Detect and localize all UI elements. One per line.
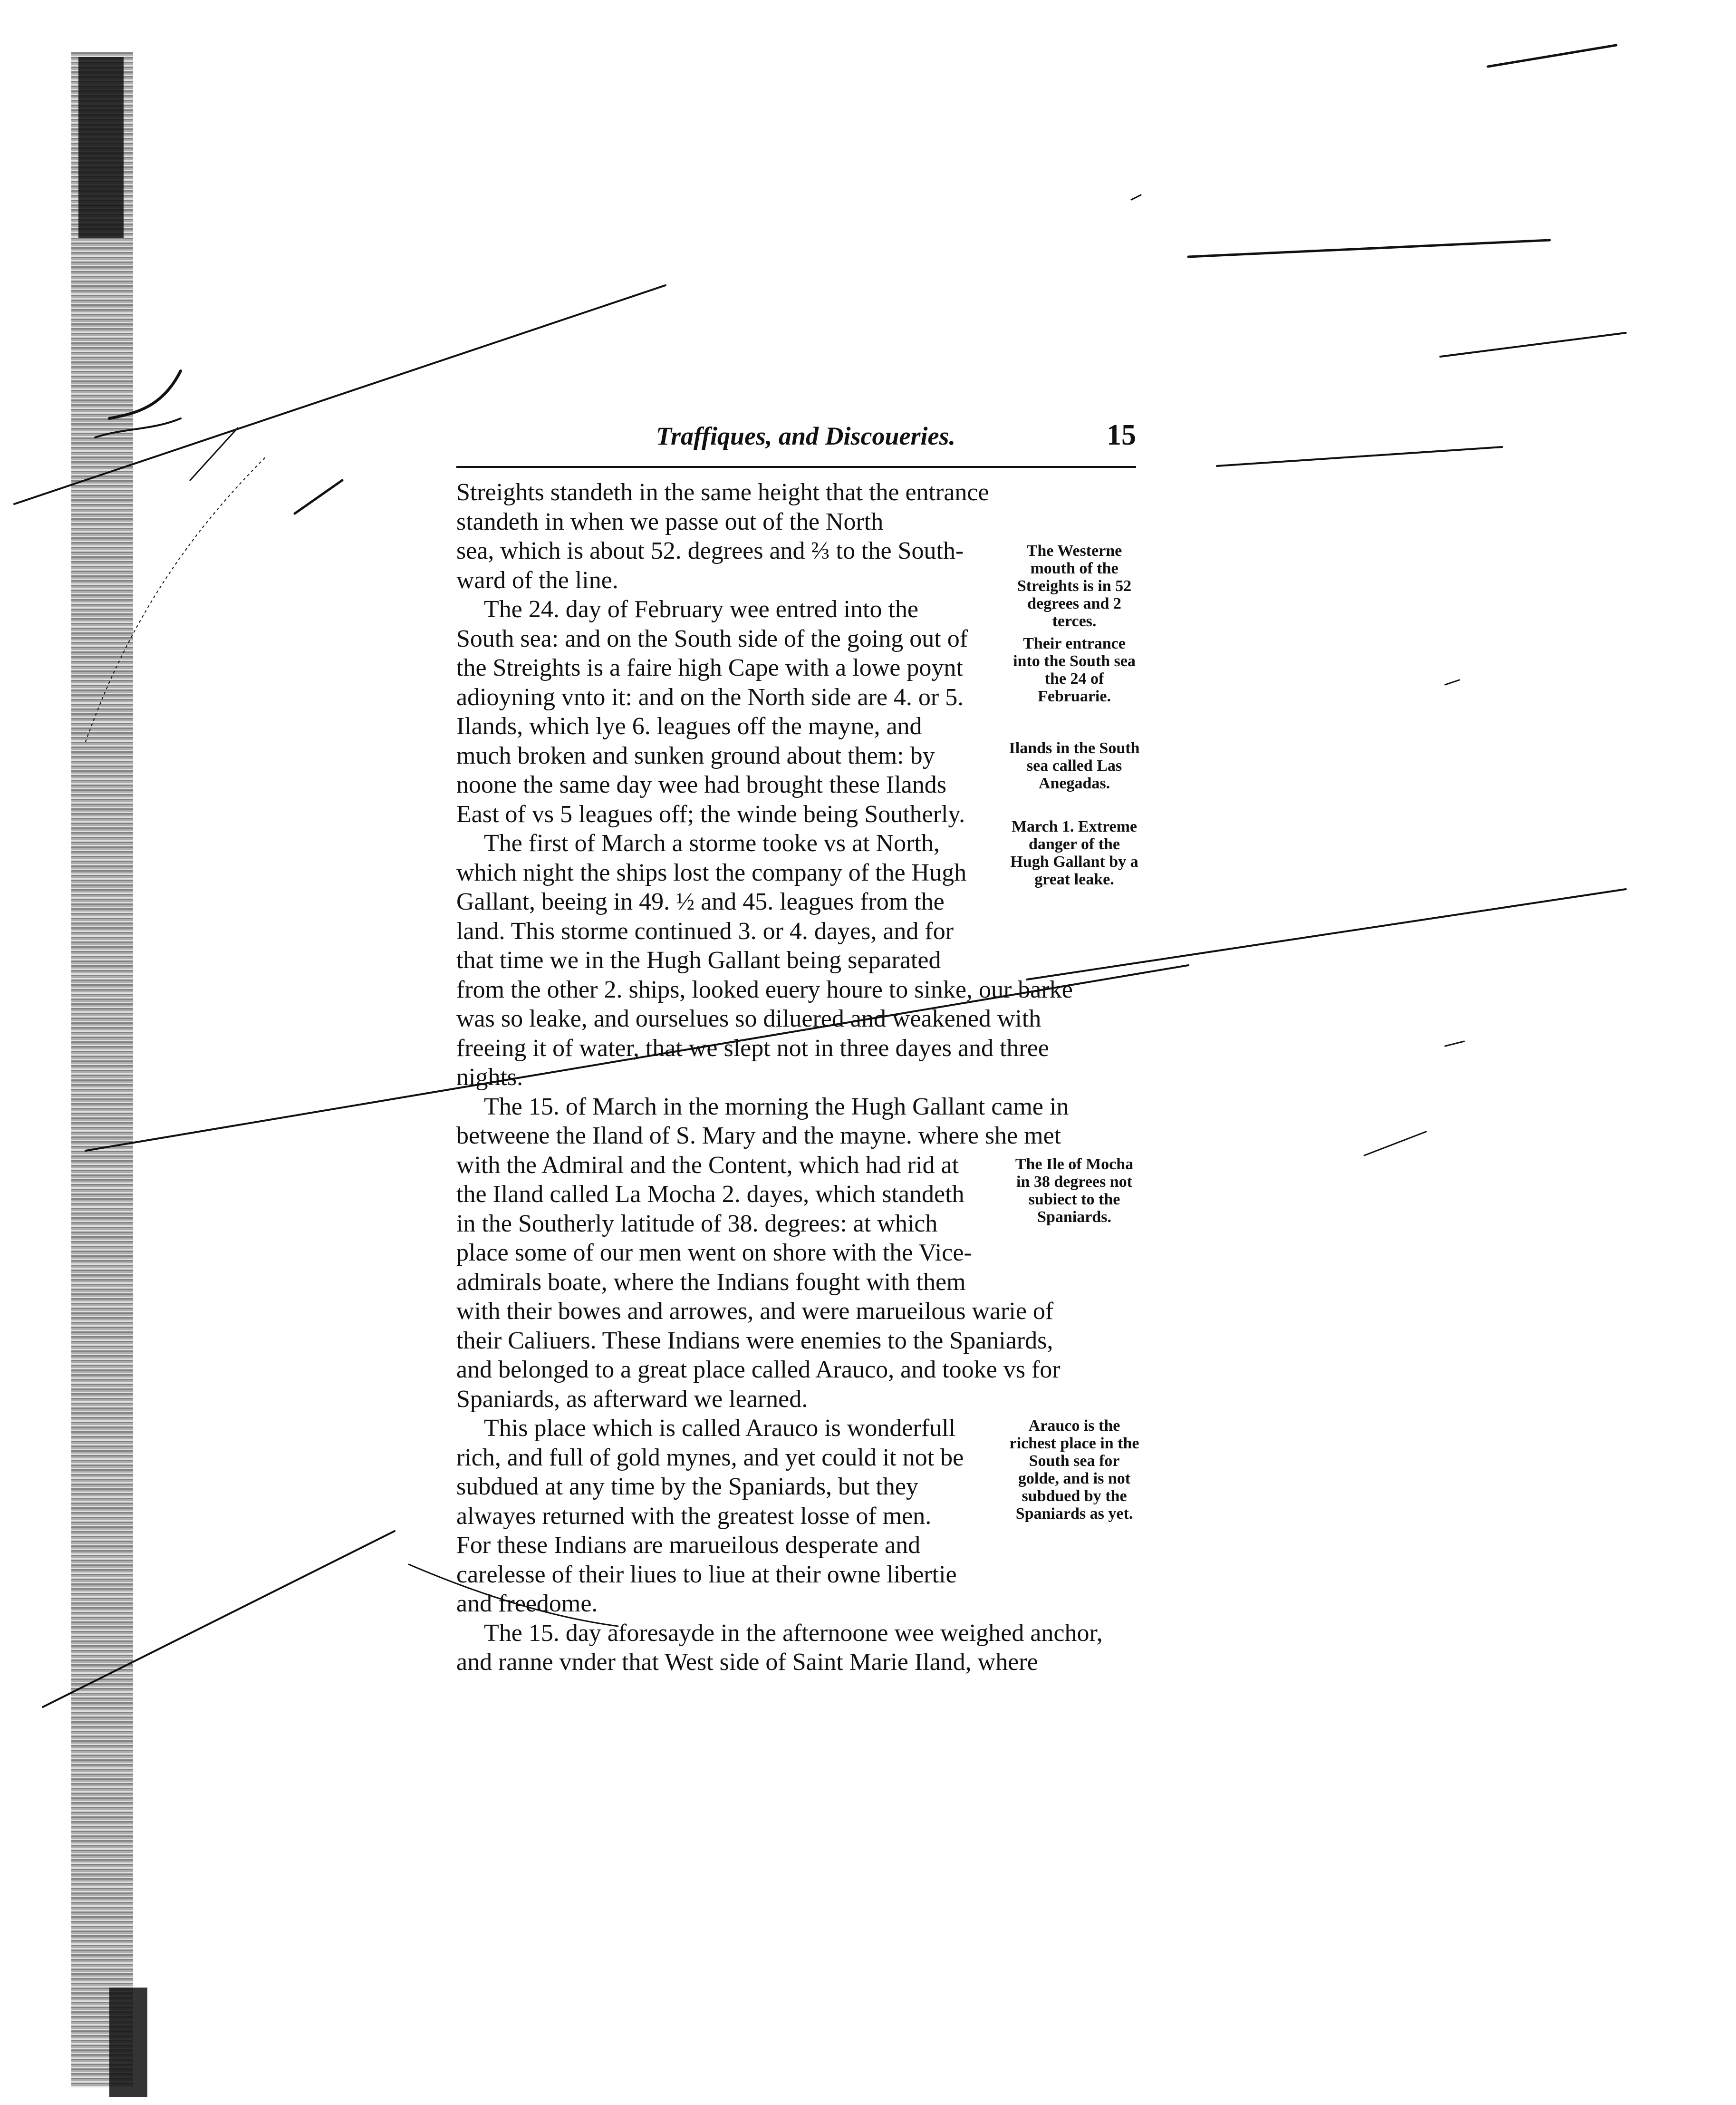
- text-line: betweene the Iland of S. Mary and the mayne. where she met: [456, 1122, 1061, 1149]
- text-line: that time we in the Hugh Gallant being separated: [456, 947, 941, 974]
- margin-note: The Westerne mouth of the Streights is in 52 degrees and 2 terces.: [1017, 542, 1132, 630]
- text-line: admirals boate, where the Indians fought with them: [456, 1268, 966, 1296]
- text-line: place some of our men went on shore with the Vice-: [456, 1239, 972, 1266]
- text-line: sea, which is about 52. degrees and ⅔ to the South-: [456, 537, 964, 564]
- running-head: Traffiques, and Discoueries.: [656, 422, 956, 450]
- text-line: their Caliuers. These Indians were enemies to the Spaniards,: [456, 1327, 1053, 1354]
- paragraph: [456, 1092, 1136, 1414]
- text-line: Streights standeth in the same height that the entrance: [456, 479, 989, 506]
- paragraph: [456, 1619, 1136, 1677]
- text-line: Gallant, beeing in 49. ½ and 45. leagues from the: [456, 888, 945, 915]
- text-line: standeth in when we passe out of the North: [456, 508, 884, 535]
- text-line: in the Southerly latitude of 38. degrees: at which: [456, 1210, 938, 1237]
- text-line: carelesse of their liues to liue at their owne libertie: [456, 1561, 957, 1588]
- text-line: from the other 2. ships, looked euery houre to sinke, our barke: [456, 976, 1073, 1003]
- text-line: ward of the line.: [456, 566, 618, 594]
- header-rule: [456, 466, 1136, 468]
- text-line: nights.: [456, 1064, 523, 1091]
- text-line: subdued at any time by the Spaniards, but they: [456, 1473, 918, 1500]
- margin-note: Their entrance into the South sea the 24 of Februarie.: [1013, 635, 1136, 705]
- page-header: [456, 418, 1136, 461]
- text-line: which night the ships lost the company of the Hugh: [456, 859, 967, 886]
- margin-note: Arauco is the richest place in the South sea for golde, and is not subdued by the Spaniards as yet.: [1009, 1417, 1139, 1523]
- text-line: land. This storme continued 3. or 4. dayes, and for: [456, 917, 954, 945]
- text-line: The first of March a storme tooke vs at North,: [484, 830, 940, 857]
- margin-note: Ilands in the South sea called Las Anegadas.: [1009, 739, 1140, 792]
- text-line: The 24. day of February wee entred into the: [484, 596, 919, 623]
- text-line: with the Admiral and the Content, which had rid at: [456, 1151, 959, 1179]
- text-line: the Iland called La Mocha 2. dayes, which standeth: [456, 1181, 964, 1208]
- text-line: The 15. day aforesayde in the afternoone wee weighed anchor,: [484, 1619, 1103, 1647]
- text-line: much broken and sunken ground about them: by: [456, 742, 935, 769]
- text-line: with their bowes and arrowes, and were marueilous warie of: [456, 1298, 1054, 1325]
- text-line: For these Indians are marueilous desperate and: [456, 1532, 921, 1559]
- text-line: Spaniards, as afterward we learned.: [456, 1385, 808, 1413]
- text-line: South sea: and on the South side of the going out of: [456, 625, 968, 652]
- text-line: noone the same day wee had brought these Ilands: [456, 771, 947, 798]
- page-number: 15: [1107, 419, 1136, 451]
- text-line: rich, and full of gold mynes, and yet could it not be: [456, 1444, 964, 1471]
- text-line: the Streights is a faire high Cape with a lowe poynt: [456, 654, 963, 681]
- text-line: and ranne vnder that West side of Saint Marie Iland, where: [456, 1649, 1038, 1676]
- text-line: adioyning vnto it: and on the North side are 4. or 5.: [456, 683, 964, 711]
- text-line: This place which is called Arauco is wonderfull: [484, 1415, 956, 1442]
- margin-note: The Ile of Mocha in 38 degrees not subiect to the Spaniards.: [1015, 1155, 1134, 1226]
- text-line: and freedome.: [456, 1590, 598, 1617]
- text-line: Ilands, which lye 6. leagues off the mayne, and: [456, 713, 922, 740]
- margin-note: March 1. Extreme danger of the Hugh Gallant by a great leake.: [1010, 818, 1138, 888]
- text-line: The 15. of March in the morning the Hugh Gallant came in: [484, 1093, 1069, 1120]
- text-line: freeing it of water, that we slept not in three dayes and three: [456, 1034, 1049, 1062]
- text-line: alwayes returned with the greatest losse of men.: [456, 1502, 932, 1530]
- text-line: and belonged to a great place called Arauco, and tooke vs for: [456, 1356, 1061, 1383]
- text-line: was so leake, and ourselues so diluered and weakened with: [456, 1005, 1042, 1032]
- text-line: East of vs 5 leagues off; the winde being Southerly.: [456, 800, 965, 828]
